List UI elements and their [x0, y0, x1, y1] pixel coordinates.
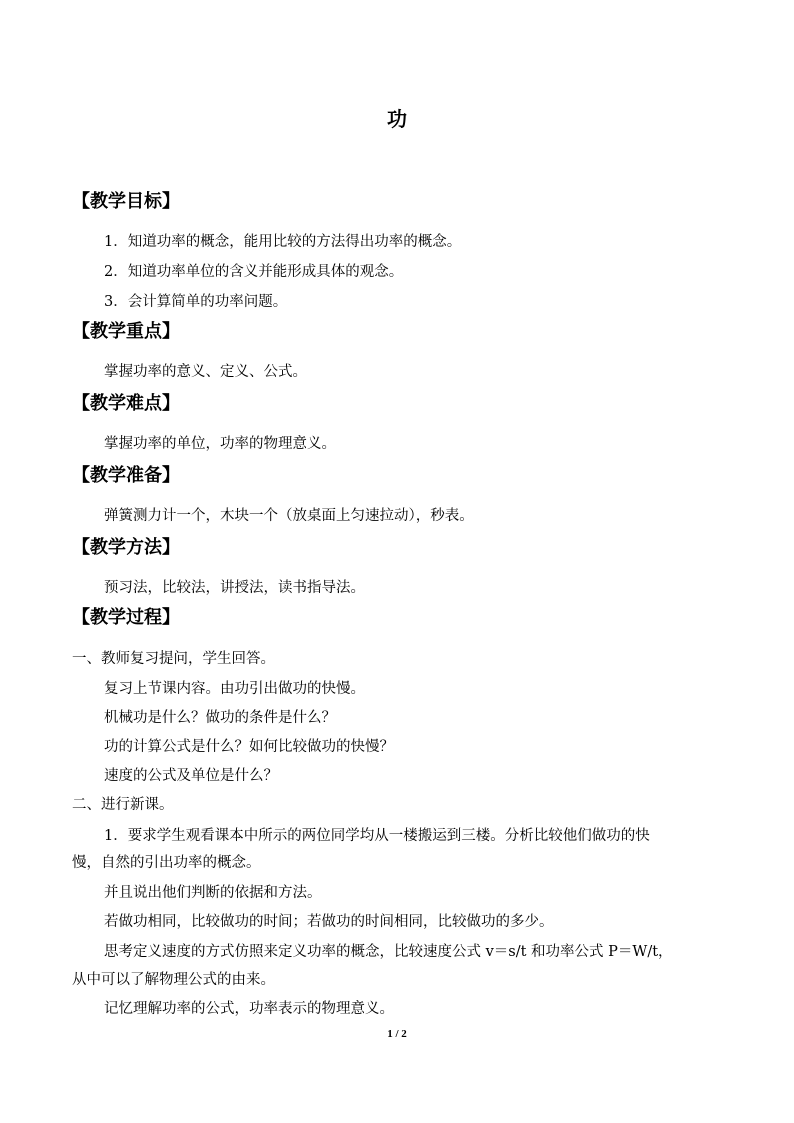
difficulties-text: 掌握功率的单位，功率的物理意义。	[104, 436, 336, 452]
process-part2-para4-line1: 思考定义速度的方式仿照来定义功率的概念，比较速度公式 v＝s/t 和功率公式 P＝W/t，	[104, 944, 673, 960]
section-heading-key-points: 【教学重点】	[72, 321, 180, 342]
objective-item-1: 1．知道功率的概念，能用比较的方法得出功率的概念。	[104, 234, 462, 250]
section-heading-preparation: 【教学准备】	[72, 465, 180, 486]
process-part2-para5: 记忆理解功率的公式，功率表示的物理意义。	[104, 1001, 394, 1017]
section-heading-methods: 【教学方法】	[72, 537, 180, 558]
process-part2-para2: 并且说出他们判断的依据和方法。	[104, 885, 322, 901]
process-part2-para3: 若做功相同，比较做功的时间；若做功的时间相同，比较做功的多少。	[104, 914, 554, 930]
preparation-text: 弹簧测力计一个，木块一个（放桌面上匀速拉动），秒表。	[104, 508, 474, 524]
process-part1-line-2: 机械功是什么？做功的条件是什么？	[104, 710, 336, 726]
page-number: 1 / 2	[387, 1028, 407, 1040]
process-part2-para1-line2: 慢，自然的引出功率的概念。	[72, 855, 261, 871]
section-heading-process: 【教学过程】	[72, 607, 180, 628]
process-part1-line-1: 复习上节课内容。由功引出做功的快慢。	[104, 681, 365, 697]
key-points-text: 掌握功率的意义、定义、公式。	[104, 364, 307, 380]
process-part1-title: 一、教师复习提问，学生回答。	[72, 651, 275, 667]
process-part2-para4-line2: 从中可以了解物理公式的由来。	[72, 972, 275, 988]
process-part2-para1-line1: 1．要求学生观看课本中所示的两位同学均从一楼搬运到三楼。分析比较他们做功的快	[104, 828, 650, 844]
process-part1-line-4: 速度的公式及单位是什么？	[104, 768, 278, 784]
methods-text: 预习法，比较法，讲授法，读书指导法。	[104, 580, 365, 596]
objective-item-3: 3．会计算简单的功率问题。	[104, 294, 288, 310]
section-heading-objectives: 【教学目标】	[72, 191, 180, 212]
process-part1-line-3: 功的计算公式是什么？如何比较做功的快慢？	[104, 739, 394, 755]
objective-item-2: 2．知道功率单位的含义并能形成具体的观念。	[104, 264, 404, 280]
process-part2-title: 二、进行新课。	[72, 797, 174, 813]
section-heading-difficulties: 【教学难点】	[72, 393, 180, 414]
page-title: 功	[387, 107, 407, 131]
